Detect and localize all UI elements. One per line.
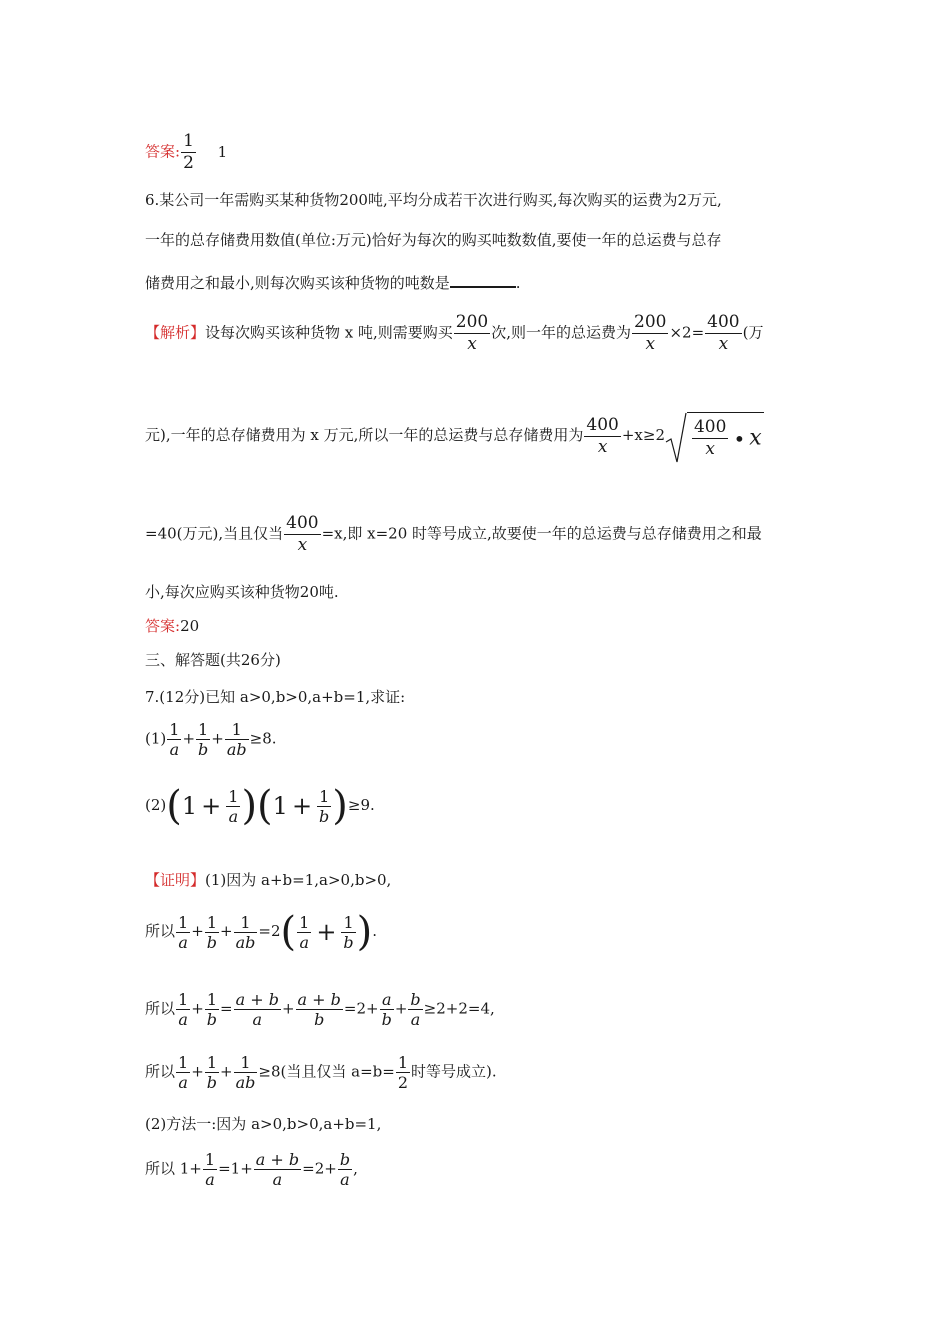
proof-line-6: 所以 1+ $\frac{1}{a}$ =1+ $\frac{a + b}{a}$ =2+ $\frac{b}{a}$ , [145, 1150, 358, 1189]
proof-line-2: 所以 $\frac{1}{a}$ + $\frac{1}{b}$ + $\frac{1}{ab}$ =2( $\frac{1}{a}$ + $\frac{1}{b}$ ). [145, 909, 378, 955]
proof-line-4: 所以 $\frac{1}{a}$ + $\frac{1}{b}$ + $\frac{1}{ab}$ ≥8(当且仅当 a=b= $\frac{1}{2}$ 时等号成立). [145, 1053, 497, 1092]
answer-value: 1 [217, 142, 228, 161]
proof-line-3: 所以 $\frac{1}{a}$ + $\frac{1}{b}$ = $\frac{a + b}{a}$ + $\frac{a + b}{b}$ =2+ $\frac{a}{b}$ + $\frac{b}{a}$ ≥2+2=4, [145, 990, 495, 1029]
q7-stem: 7.(12分)已知 a>0,b>0,a+b=1,求证: [145, 688, 406, 706]
q7-part-2: (2)(1 + $\frac{1}{a}$ )(1 + $\frac{1}{b}$ )≥9. [145, 783, 375, 829]
square-root: $\frac{400}{x}$ • x [665, 412, 764, 460]
fraction-200-over-x: $\frac{200}{x}$ [455, 312, 489, 354]
section-heading: 三、解答题(共26分) [145, 651, 281, 669]
q6-line-1: 6.某公司一年需购买某种货物200吨,平均分成若干次进行购买,每次购买的运费为2万元, [145, 191, 722, 209]
analysis-tag: 【解析】 [145, 323, 206, 342]
fraction-200-over-x: $\frac{200}{x}$ [634, 312, 667, 354]
answer-6: 答案:20 [145, 617, 200, 635]
answer-blank [450, 272, 516, 288]
sol6-line-4: 小,每次应购买该种货物20吨. [145, 583, 339, 601]
q6-line-3: 储费用之和最小,则每次购买该种货物的吨数是 . [145, 274, 521, 292]
fraction-half: $\frac{1}{2}$ [183, 131, 194, 173]
q6-line-2: 一年的总存储费用数值(单位:万元)恰好为每次的购买吨数数值,要使一年的总运费与总存 [145, 231, 722, 249]
radical-sign-icon [665, 412, 687, 464]
answer-label: 答案: [145, 142, 181, 161]
proof-line-1: 【证明】(1)因为 a+b=1,a>0,b>0, [145, 871, 392, 889]
previous-answer [145, 131, 227, 174]
fraction-400-over-x: $\frac{400}{x}$ [707, 312, 740, 354]
fraction-400-over-x: $\frac{400}{x}$ [286, 513, 319, 555]
proof-tag: 【证明】 [145, 871, 206, 889]
sol6-line-3: =40(万元),当且仅当 $\frac{400}{x}$ =x,即 x=20 时等号成立,故要使一年的总运费与总存储费用之和最 [145, 513, 762, 555]
sol6-line-2: 元),一年的总存储费用为 x 万元,所以一年的总运费与总存储费用为 $\frac{400}{x}$ +x≥2 $\frac{400}{x}$ • x [145, 412, 764, 460]
proof-line-5: (2)方法一:因为 a>0,b>0,a+b=1, [145, 1115, 382, 1133]
fraction-400-over-x: $\frac{400}{x}$ [586, 414, 619, 457]
q7-part-1: (1) $\frac{1}{a}$ + $\frac{1}{b}$ + $\frac{1}{ab}$ ≥8. [145, 720, 277, 759]
sol6-line-1: 【解析】设每次购买该种货物 x 吨,则需要购买 $\frac{200}{x}$ 次,则一年的总运费为 $\frac{200}{x}$ ×2= $\frac{400}{x}$ (万 [145, 312, 764, 354]
